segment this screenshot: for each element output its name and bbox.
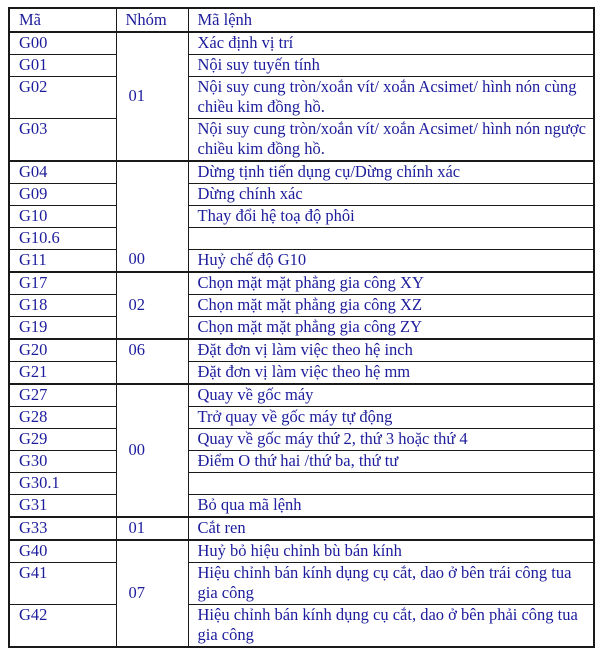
code-cell: G30.1 [9, 473, 116, 495]
group-cell: 01 [116, 32, 188, 161]
command-cell: Bỏ qua mã lệnh [188, 495, 594, 518]
command-cell [188, 473, 594, 495]
command-cell: Thay đổi hệ toạ độ phôi [188, 206, 594, 228]
command-cell: Hiệu chỉnh bán kính dụng cụ cắt, dao ở bên trái công tua gia công [188, 563, 594, 605]
table-row [9, 32, 594, 55]
table-row [9, 540, 594, 563]
command-cell: Đặt đơn vị làm việc theo hệ inch [188, 339, 594, 362]
code-cell: G40 [9, 540, 116, 563]
command-cell: Trở quay về gốc máy tự động [188, 407, 594, 429]
table-row [9, 119, 594, 162]
table-row [9, 339, 594, 362]
group-cell: 06 [116, 339, 188, 384]
table-row [9, 362, 594, 385]
table-row [9, 295, 594, 317]
command-cell: Đặt đơn vị làm việc theo hệ mm [188, 362, 594, 385]
code-cell: G10 [9, 206, 116, 228]
table-row [9, 451, 594, 473]
code-cell: G30 [9, 451, 116, 473]
code-cell: G20 [9, 339, 116, 362]
group-cell: 00 [116, 161, 188, 272]
code-cell: G33 [9, 517, 116, 540]
code-cell: G04 [9, 161, 116, 184]
code-cell: G29 [9, 429, 116, 451]
command-cell: Cắt ren [188, 517, 594, 540]
table-row [9, 77, 594, 119]
command-cell: Nội suy cung tròn/xoắn vít/ xoắn Acsimet/ hình nón ngược chiều kim đồng hồ. [188, 119, 594, 162]
table-row [9, 228, 594, 250]
code-cell: G09 [9, 184, 116, 206]
command-cell: Nội suy cung tròn/xoắn vít/ xoắn Acsimet/ hình nón cùng chiều kim đồng hồ. [188, 77, 594, 119]
code-cell: G27 [9, 384, 116, 407]
table-body [9, 32, 594, 647]
code-cell: G02 [9, 77, 116, 119]
header-command: Mã lệnh [188, 8, 594, 32]
code-cell: G41 [9, 563, 116, 605]
table-row [9, 250, 594, 273]
table-row [9, 206, 594, 228]
code-cell: G10.6 [9, 228, 116, 250]
command-cell: Huỷ chế độ G10 [188, 250, 594, 273]
gcode-table [8, 7, 595, 648]
command-cell: Nội suy tuyến tính [188, 55, 594, 77]
command-cell: Quay về gốc máy [188, 384, 594, 407]
command-cell: Hiệu chỉnh bán kính dụng cụ cắt, dao ở bên phải công tua gia công [188, 605, 594, 648]
code-cell: G00 [9, 32, 116, 55]
header-row [9, 8, 594, 32]
table-row [9, 317, 594, 340]
command-cell: Huỷ bỏ hiệu chỉnh bù bán kính [188, 540, 594, 563]
table-row [9, 272, 594, 295]
table-row [9, 55, 594, 77]
table-row [9, 384, 594, 407]
code-cell: G11 [9, 250, 116, 273]
table-row [9, 495, 594, 518]
group-cell: 02 [116, 272, 188, 339]
table-row [9, 161, 594, 184]
code-cell: G17 [9, 272, 116, 295]
command-cell: Xác định vị trí [188, 32, 594, 55]
table-row [9, 517, 594, 540]
table-row [9, 605, 594, 648]
code-cell: G03 [9, 119, 116, 162]
table-row [9, 184, 594, 206]
header-code: Mã [9, 8, 116, 32]
command-cell: Dừng chính xác [188, 184, 594, 206]
command-cell: Chọn mặt mặt phẳng gia công XZ [188, 295, 594, 317]
code-cell: G31 [9, 495, 116, 518]
code-cell: G28 [9, 407, 116, 429]
command-cell: Điểm O thứ hai /thứ ba, thứ tư [188, 451, 594, 473]
code-cell: G01 [9, 55, 116, 77]
group-cell: 07 [116, 540, 188, 647]
command-cell [188, 228, 594, 250]
code-cell: G19 [9, 317, 116, 340]
table-row [9, 429, 594, 451]
table-row [9, 407, 594, 429]
table-row [9, 473, 594, 495]
table-row [9, 563, 594, 605]
code-cell: G21 [9, 362, 116, 385]
group-cell: 01 [116, 517, 188, 540]
command-cell: Chọn mặt mặt phẳng gia công XY [188, 272, 594, 295]
code-cell: G18 [9, 295, 116, 317]
code-cell: G42 [9, 605, 116, 648]
command-cell: Dừng tịnh tiến dụng cụ/Dừng chính xác [188, 161, 594, 184]
command-cell: Quay về gốc máy thứ 2, thứ 3 hoặc thứ 4 [188, 429, 594, 451]
group-cell: 00 [116, 384, 188, 517]
header-group: Nhóm [116, 8, 188, 32]
command-cell: Chọn mặt mặt phẳng gia công ZY [188, 317, 594, 340]
